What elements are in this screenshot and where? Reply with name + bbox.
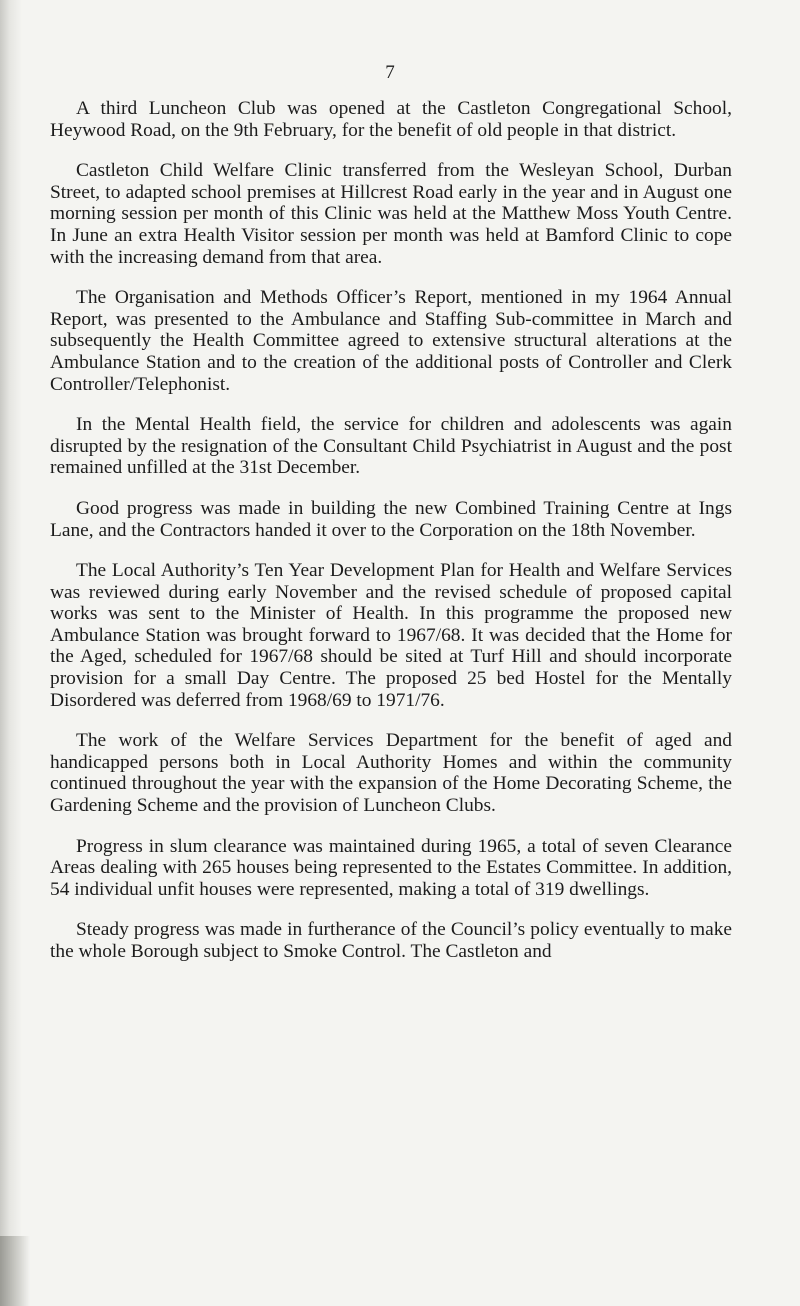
paragraph-smoke-control: Steady progress was made in furtherance of the Council’s policy eventually to make the whole Borough subject to Smoke Control. The Castleton and xyxy=(50,919,732,962)
page-binding-shadow xyxy=(0,1236,30,1306)
paragraph-welfare-services: The work of the Welfare Services Department for the benefit of aged and handicapped persons both in Local Authority Homes and within the community continued throughout the year with the expansion of the Home Decorating Scheme, the Gardening Scheme and the provision of Luncheon Clubs. xyxy=(50,730,732,817)
paragraph-training-centre: Good progress was made in building the new Combined Training Centre at Ings Lane, and the Contractors handed it over to the Corporation on the 18th November. xyxy=(50,497,732,541)
paragraph-slum-clearance: Progress in slum clearance was maintained during 1965, a total of seven Clearance Areas dealing with 265 houses being represented to the Estates Committee. In addition, 54 individual unfit houses were represented, making a total of 319 dwellings. xyxy=(50,835,732,900)
page-binding-edge xyxy=(0,0,22,1306)
paragraph-mental-health: In the Mental Health field, the service for children and adolescents was again disrupted by the resignation of the Consultant Child Psychiatrist in August and the post remained unfilled at the 31st December. xyxy=(50,414,732,479)
page-number: 7 xyxy=(385,62,395,83)
document-body xyxy=(50,98,732,982)
paragraph-luncheon-club: A third Luncheon Club was opened at the Castleton Congregational School, Heywood Road, on the 9th February, for the benefit of old people in that district. xyxy=(50,98,732,141)
paragraph-development-plan: The Local Authority’s Ten Year Development Plan for Health and Welfare Services was reviewed during early November and the revised schedule of proposed capital works was sent to the Minister of Health. In this programme the proposed new Ambulance Station was brought forward to 1967/68. It was decided that the Home for the Aged, scheduled for 1967/68 should be sited at Turf Hill and should incorporate provision for a small Day Centre. The proposed 25 bed Hostel for the Mentally Disordered was deferred from 1968/69 to 1971/76. xyxy=(50,560,732,711)
paragraph-organisation-report: The Organisation and Methods Officer’s Report, mentioned in my 1964 Annual Report, was presented to the Ambulance and Staffing Sub-committee in March and subsequently the Health Committee agreed to extensive structural alterations at the Ambulance Station and to the creation of the additional posts of Controller and Clerk Controller/Telephonist. xyxy=(50,287,732,395)
paragraph-welfare-clinic: Castleton Child Welfare Clinic transferred from the Wesleyan School, Durban Street, to adapted school premises at Hillcrest Road early in the year and in August one morning session per month of this Clinic was held at the Matthew Moss Youth Centre. In June an extra Health Visitor session per month was held at Bamford Clinic to cope with the increasing demand from that area. xyxy=(50,160,732,268)
